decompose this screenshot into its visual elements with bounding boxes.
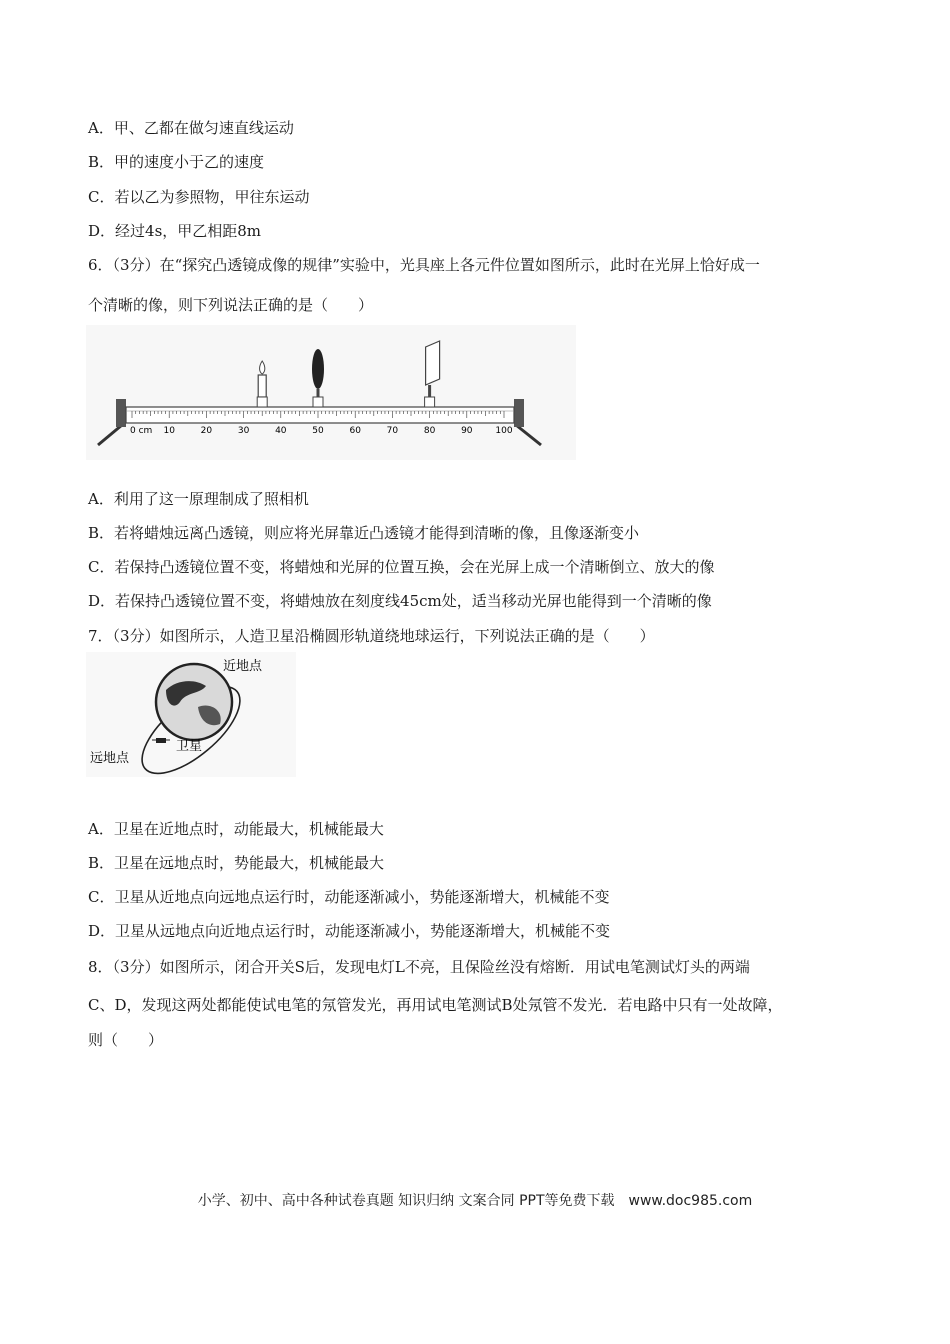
q6-stem-line1: 6．（3分）在“探究凸透镜成像的规律”实验中，光具座上各元件位置如图所示，此时在光屏上恰好成一: [88, 256, 760, 274]
q5-option-c: C．若以乙为参照物，甲往东运动: [88, 188, 310, 206]
q5-option-b: B．甲的速度小于乙的速度: [88, 153, 265, 171]
q7-option-c: C．卫星从近地点向远地点运行时，动能逐渐减小，势能逐渐增大，机械能不变: [88, 888, 610, 906]
q7-option-a: A．卫星在近地点时，动能最大，机械能最大: [88, 820, 384, 838]
q6-option-b: B．若将蜡烛远离凸透镜，则应将光屏靠近凸透镜才能得到清晰的像，且像逐渐变小: [88, 524, 640, 542]
bench-tick-label: 70: [386, 426, 399, 436]
apogee-label: 远地点: [90, 751, 130, 766]
bench-tick-label: 60: [349, 426, 361, 436]
bench-tick-label: 30: [237, 426, 250, 436]
q8-stem-line1: 8．（3分）如图所示，闭合开关S后，发现电灯L不亮，且保险丝没有熔断．用试电笔测试灯头的两端: [88, 958, 750, 976]
q6-stem-line2: 个清晰的像，则下列说法正确的是（ ）: [88, 296, 374, 314]
page-footer: 小学、初中、高中各种试卷真题 知识归纳 文案合同 PPT等免费下载 www.doc985.com: [197, 1193, 753, 1209]
q7-option-d: D．卫星从远地点向近地点运行时，动能逐渐减小，势能逐渐增大，机械能不变: [88, 922, 611, 940]
bench-tick-label: 100: [495, 426, 513, 436]
bench-rail: [126, 407, 514, 423]
bench-tick-label: 50: [312, 426, 324, 436]
perigee-label: 近地点: [223, 659, 263, 674]
satellite-orbit-figure: [86, 652, 296, 777]
q8-stem-line3: 则（ ）: [88, 1031, 164, 1049]
q5-option-a: A．甲、乙都在做匀速直线运动: [88, 119, 294, 137]
q6-option-c: C．若保持凸透镜位置不变，将蜡烛和光屏的位置互换，会在光屏上成一个清晰倒立、放大的像: [88, 558, 715, 576]
bench-tick-label: 40: [275, 426, 287, 436]
q7-option-b: B．卫星在远地点时，势能最大，机械能最大: [88, 854, 385, 872]
q6-option-a: A．利用了这一原理制成了照相机: [88, 490, 309, 508]
q8-stem-line2: C、D，发现这两处都能使试电笔的氖管发光，再用试电笔测试B处氖管不发光．若电路中只有一处故障，: [88, 996, 783, 1014]
q6-option-d: D．若保持凸透镜位置不变，将蜡烛放在刻度线45cm处，适当移动光屏也能得到一个清晰的像: [88, 592, 712, 610]
bench-zero-unit-label: 0 cm: [130, 426, 153, 436]
bench-right-post: [514, 399, 524, 427]
bench-tick-label: 10: [163, 426, 175, 436]
earth-icon: [156, 664, 232, 740]
bench-tick-label: 90: [461, 426, 473, 436]
q5-option-d: D．经过4s，甲乙相距8m: [88, 222, 262, 240]
bench-tick-label: 20: [200, 426, 213, 436]
optical-bench-figure: [86, 325, 576, 460]
bench-left-post: [116, 399, 126, 427]
convex-lens: [312, 349, 324, 407]
bench-tick-label: 80: [423, 426, 436, 436]
satellite-label: 卫星: [176, 739, 203, 754]
q7-stem: 7．（3分）如图所示，人造卫星沿椭圆形轨道绕地球运行，下列说法正确的是（ ）: [88, 627, 655, 645]
